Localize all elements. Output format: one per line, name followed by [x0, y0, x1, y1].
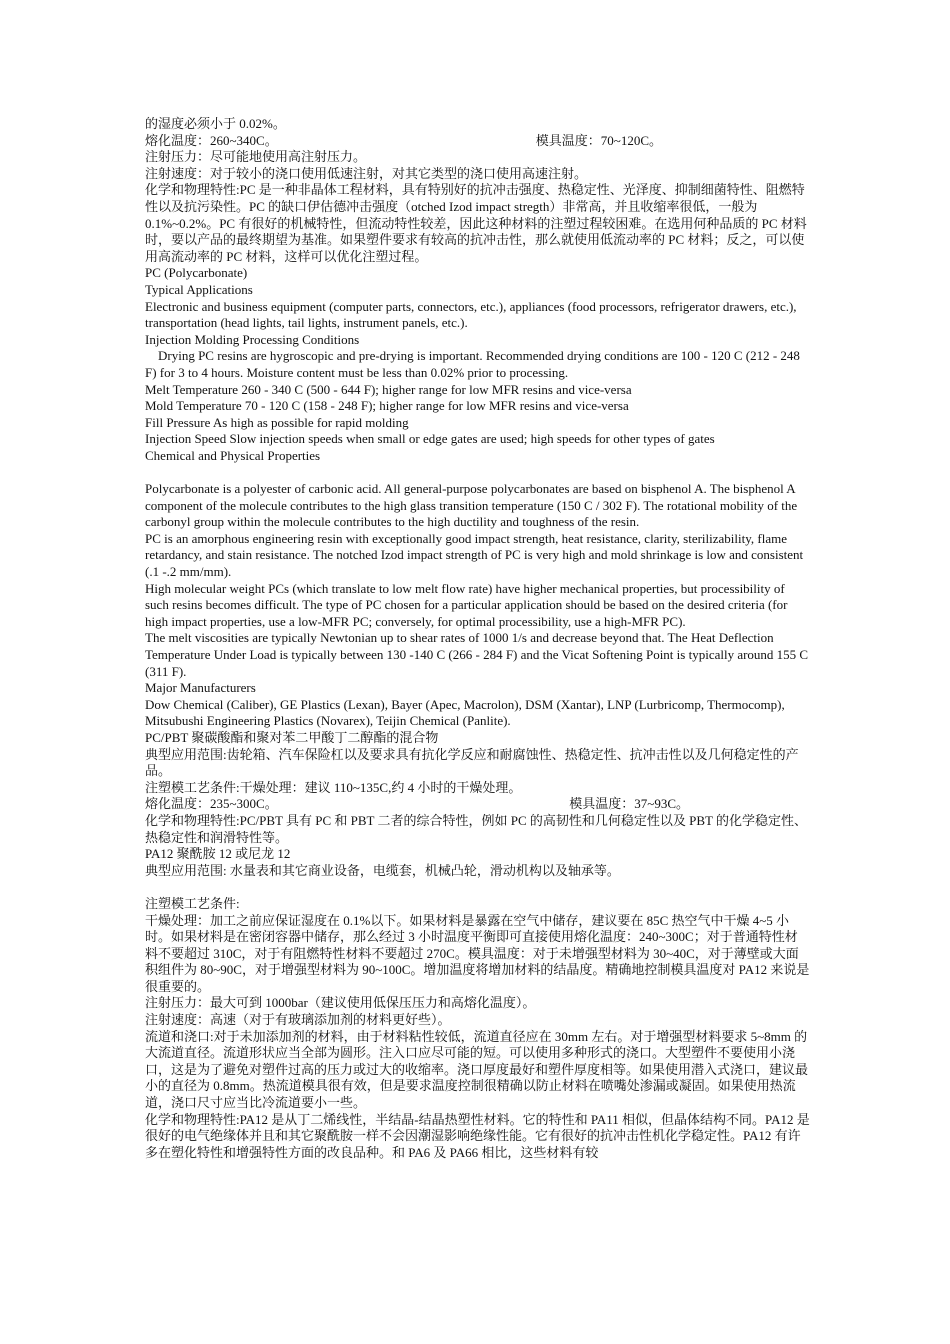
paragraph: Electronic and business equipment (computer parts, connectors, etc.), appliances (food processors, refrigerator drawers, etc.), transportation (head lights, tail lights, instrument panels, etc.). [145, 298, 797, 331]
blank-line [145, 879, 810, 896]
section-heading: Major Manufacturers [145, 680, 256, 696]
paragraph: Dow Chemical (Caliber), GE Plastics (Lexan), Bayer (Apec, Macrolon), DSM (Xantar), LNP (Lurbricomp, Thermocomp), Mitsubushi Engineering Plastics (Novarex), Teijin Chemical (Panlite). [145, 696, 785, 729]
blank-line [145, 464, 810, 481]
section-heading: Injection Molding Processing Conditions [145, 331, 360, 347]
text-line: 注射速度：高速（对于有玻璃添加剂的材料更好些）。 [145, 1012, 451, 1028]
mold-temperature-text: 模具温度：37~93C。 [569, 796, 689, 812]
paragraph: High molecular weight PCs (which translate to low melt flow rate) have higher mechanical properties, but processibility of such resins becomes difficult. The type of PC chosen for a particular application should be based on the desired criteria (for high impact properties, use a low-MFR PC; conversely, for optimal processibility, use a high-MFR PC). [145, 580, 788, 629]
paragraph: 流道和浇口:对于未加添加剂的材料，由于材料粘性较低，流道直径应在 30mm 左右。对于增强型材料要求 5~8mm 的大流道直径。流道形状应当全部为圆形。注入口应尽可能的短。可以使用多种形式的浇口。大型塑件不要使用小浇口，这是为了避免对塑件过高的压力或过大的收缩率。浇口厚度最好和塑件厚度相等。如果使用潜入式浇口，建议最小的直径为 0.8mm。热流道模具很有效，但是要求温度控制很精确以防止材料在喷嘴处渗漏或凝固。如果使用热流道，浇口尺寸应当比冷流道要小一些。 [145, 1028, 809, 1111]
text-line: Mold Temperature 70 - 120 C (158 - 248 F); higher range for low MFR resins and vice-versa [145, 398, 629, 414]
document-page [145, 116, 810, 1161]
text-line: Melt Temperature 260 - 340 C (500 - 644 F); higher range for low MFR resins and vice-versa [145, 381, 632, 397]
text-line: 的湿度必须小于 0.02%。 [145, 116, 286, 131]
section-heading: Typical Applications [145, 281, 253, 297]
text-line: Fill Pressure As high as possible for rapid molding [145, 414, 409, 430]
paragraph: Polycarbonate is a polyester of carbonic acid. All general-purpose polycarbonates are based on bisphenol A. The bisphenol A component of the molecule contributes to the high glass transition temperature (150 C / 302 F). The rotational mobility of the carbonyl group within the molecule contributes to the high ductility and toughness of the resin. [145, 481, 798, 530]
text-line: 注射速度：对于较小的浇口使用低速注射，对其它类型的浇口使用高速注射。 [145, 165, 588, 181]
melt-temperature-text: 熔化温度：235~300C。 [145, 796, 278, 812]
section-heading: Chemical and Physical Properties [145, 447, 321, 463]
text-line: 典型应用范围: 水量表和其它商业设备，电缆套，机械凸轮，滑动机构以及轴承等。 [145, 862, 620, 878]
section-heading: PC (Polycarbonate) [145, 265, 248, 281]
paragraph: 化学和物理特性:PC 是一种非晶体工程材料，具有特别好的抗冲击强度、热稳定性、光泽度、抑制细菌特性、阻燃特性以及抗污染性。PC 的缺口伊估德冲击强度（otched Izod impact stregth）非常高，并且收缩率很低，一般为 0.1%~0.2%。PC 有很好的机械特性，但流动特性较差，因此这种材料的注塑过程较困难。在选用何种品质的 PC 材料时，要以产品的最终期望为基准。如果塑件要求有较高的抗冲击性，那么就使用低流动率的 PC 材料；反之，可以使用高流动率的 PC 材料，这样可以优化注塑过程。 [145, 182, 807, 264]
mold-temperature-text: 模具温度：70~120C。 [535, 132, 662, 148]
section-heading: PC/PBT 聚碳酸酯和聚对苯二甲酸丁二醇酯的混合物 [145, 729, 439, 745]
text-line: Injection Speed Slow injection speeds when small or edge gates are used; high speeds for other types of gates [145, 431, 715, 447]
text-line: 注射压力：尽可能地使用高注射压力。 [145, 149, 367, 165]
temperature-row-pcpbt [145, 796, 810, 813]
temperature-row-pc [145, 133, 810, 150]
paragraph: 典型应用范围:齿轮箱、汽车保险杠以及要求具有抗化学反应和耐腐蚀性、热稳定性、抗冲击性以及几何稳定性的产品。 [145, 746, 799, 779]
paragraph: 干燥处理：加工之前应保证湿度在 0.1%以下。如果材料是暴露在空气中储存，建议要在 85C 热空气中干燥 4~5 小时。如果材料是在密闭容器中储存，那么经过 3 小时温度平衡即可直接使用熔化温度：240~300C；对于普通特性材料不要超过 310C，对于有阻燃特性材料不要超过 270C。模具温度：对于未增强型材料为 30~40C，对于薄壁或大面积组件为 80~90C，对于增强型材料为 90~100C。增加温度将增加材料的结晶度。精确地控制模具温度对 PA12 来说是很重要的。 [145, 912, 810, 994]
section-heading: 注塑模工艺条件: [145, 895, 240, 911]
paragraph: 化学和物理特性:PC/PBT 具有 PC 和 PBT 二者的综合特性，例如 PC 的高韧性和几何稳定性以及 PBT 的化学稳定性、热稳定性和润滑特性等。 [145, 812, 807, 845]
paragraph: 化学和物理特性:PA12 是从丁二烯线性，半结晶-结晶热塑性材料。它的特性和 PA11 相似，但晶体结构不同。PA12 是很好的电气绝缘体并且和其它聚酰胺一样不会因潮湿影响绝缘性能。它有很好的抗冲击性机化学稳定性。PA12 有许多在塑化特性和增强特性方面的改良品种。和 PA6 及 PA66 相比，这些材料有较 [145, 1111, 810, 1160]
paragraph: PC is an amorphous engineering resin with exceptionally good impact strength, heat resistance, clarity, sterilizability, flame retardancy, and stain resistance. The notched Izod impact strength of PC is very high and mold shrinkage is low and consistent (.1 -.2 mm/mm). [145, 530, 804, 580]
text-line: 注射压力：最大可到 1000bar（建议使用低保压压力和高熔化温度）。 [145, 995, 536, 1011]
melt-temperature-text: 熔化温度：260~340C。 [145, 132, 278, 148]
section-heading: PA12 聚酰胺 12 或尼龙 12 [145, 846, 291, 862]
text-line: 注塑模工艺条件:干燥处理：建议 110~135C,约 4 小时的干燥处理。 [145, 779, 522, 795]
paragraph: Drying PC resins are hygroscopic and pre-drying is important. Recommended drying conditions are 100 - 120 C (212 - 248 F) for 3 to 4 hours. Moisture content must be less than 0.02% prior to processing. [145, 348, 800, 380]
paragraph: The melt viscosities are typically Newtonian up to shear rates of 1000 1/s and decrease beyond that. The Heat Deflection Temperature Under Load is typically between 130 -140 C (266 - 284 F) and the Vicat Softening Point is typically around 155 C (311 F). [145, 630, 809, 679]
